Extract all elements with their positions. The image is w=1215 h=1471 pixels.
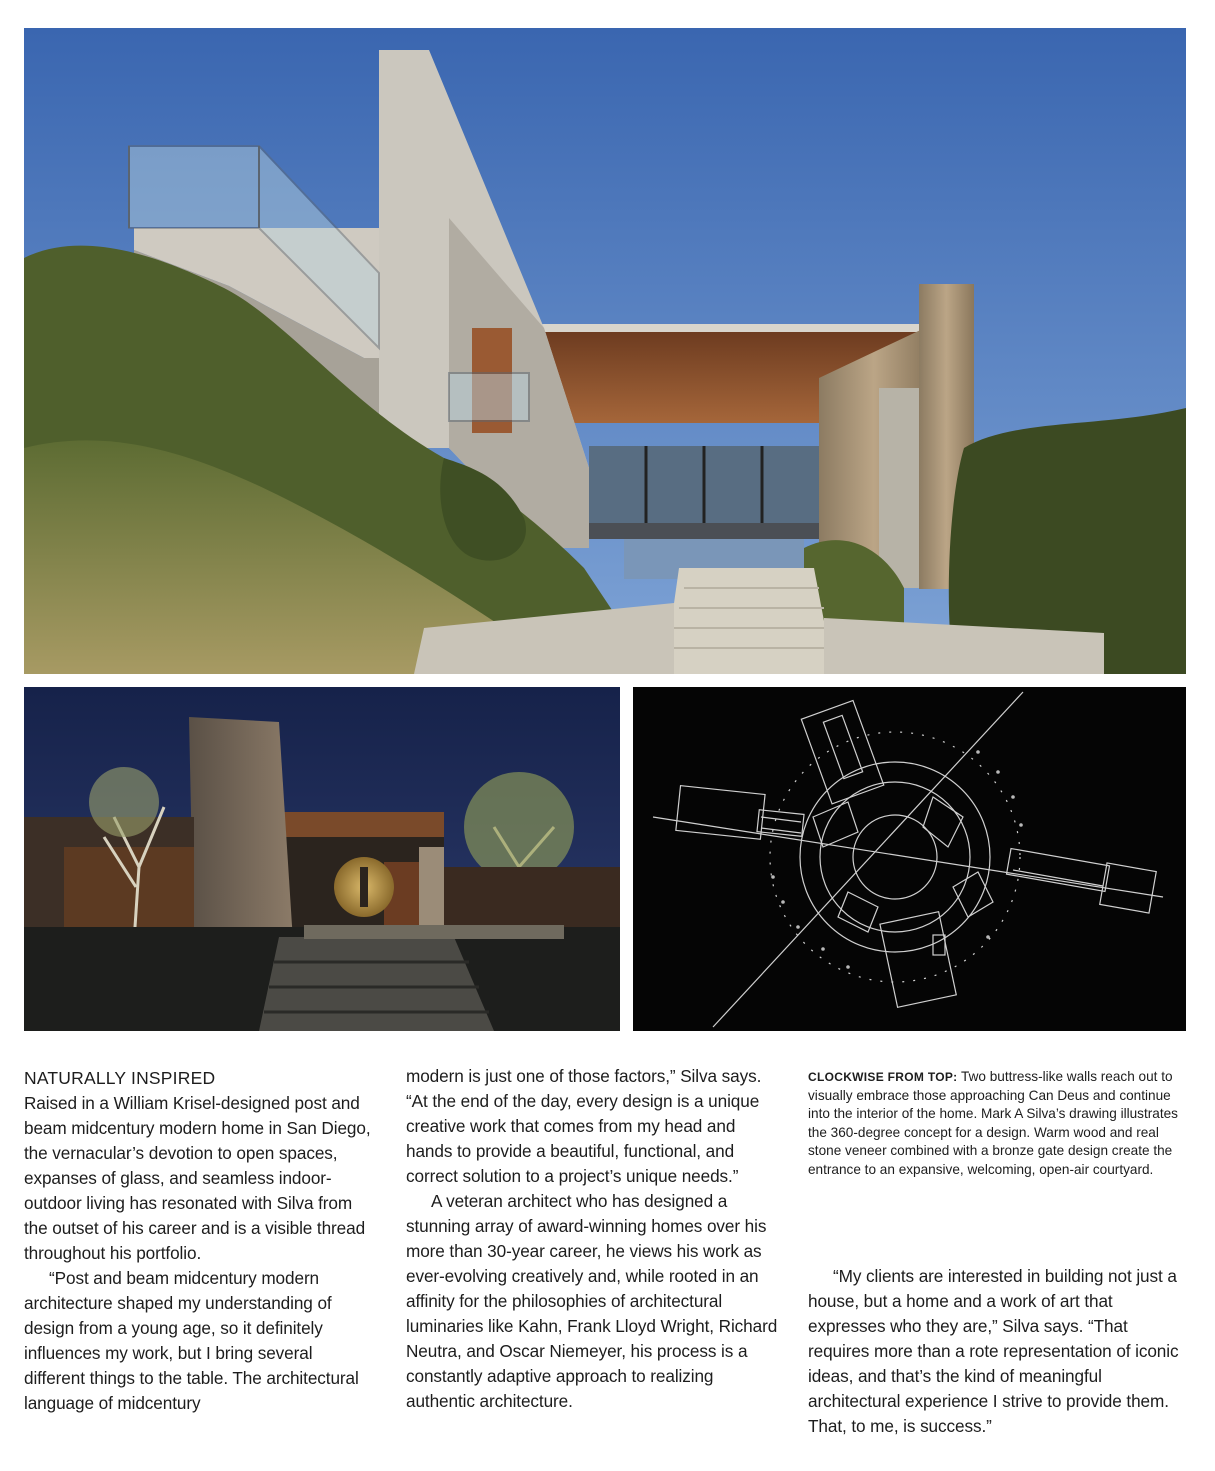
modern-home-exterior-day-image — [24, 28, 1186, 674]
section-heading: NATURALLY INSPIRED — [24, 1068, 216, 1088]
home-entrance-night-image — [24, 687, 620, 1031]
article-column-2 — [406, 1064, 784, 1414]
paragraph: modern is just one of those factors,” Silva says. “At the end of the day, every design is a unique creative work that comes from my head and hands to provide a beautiful, functional, and correct solution to a project’s unique needs.” — [406, 1066, 762, 1186]
paragraph: “Post and beam midcentury modern architecture shaped my understanding of design from a young age, so it definitely influences my work, but I bring several different things to the table. The architectural language of midcentury — [24, 1268, 359, 1413]
paragraph: “My clients are interested in building not just a house, but a home and a work of art that expresses who they are,” Silva says. “That requires more than a rote representation of iconic ideas, and that’s the kind of meaningful architectural experience I strive to provide them. That, to me, is success.” — [808, 1266, 1179, 1436]
caption-text: Two buttress-like walls reach out to visually embrace those approaching Can Deus and continue into the interior of the home. Mark A Silva’s drawing illustrates the 360-degree concept for a design. Warm wood and real stone veneer combined with a bronze gate design create the entrance to an expansive, welcoming, open-air courtyard. — [808, 1069, 1178, 1177]
home-entrance-night-photo — [24, 687, 620, 1031]
architectural-plan-drawing — [633, 687, 1186, 1031]
article-column-1 — [24, 1064, 376, 1416]
modern-home-exterior-day-photo — [24, 28, 1186, 674]
article-column-3 — [808, 1264, 1188, 1439]
photo-caption — [808, 1068, 1188, 1180]
paragraph: A veteran architect who has designed a stunning array of award-winning homes over his more than 30-year career, he views his work as ever-evolving creatively and, while rooted in an affinity for the philosophies of architectural luminaries like Kahn, Frank Lloyd Wright, Richard Neutra, and Oscar Niemeyer, his process is a constantly adaptive approach to realizing authentic architecture. — [406, 1191, 778, 1411]
architectural-drawing-360-image — [633, 687, 1186, 1031]
paragraph: Raised in a William Krisel-designed post and beam midcentury modern home in San Diego, the vernacular’s devotion to open spaces, expanses of glass, and seamless indoor-outdoor living has resonated with Silva from the outset of his career and is a visible thread throughout his portfolio. — [24, 1093, 371, 1263]
caption-label: CLOCKWISE FROM TOP: — [808, 1070, 958, 1084]
